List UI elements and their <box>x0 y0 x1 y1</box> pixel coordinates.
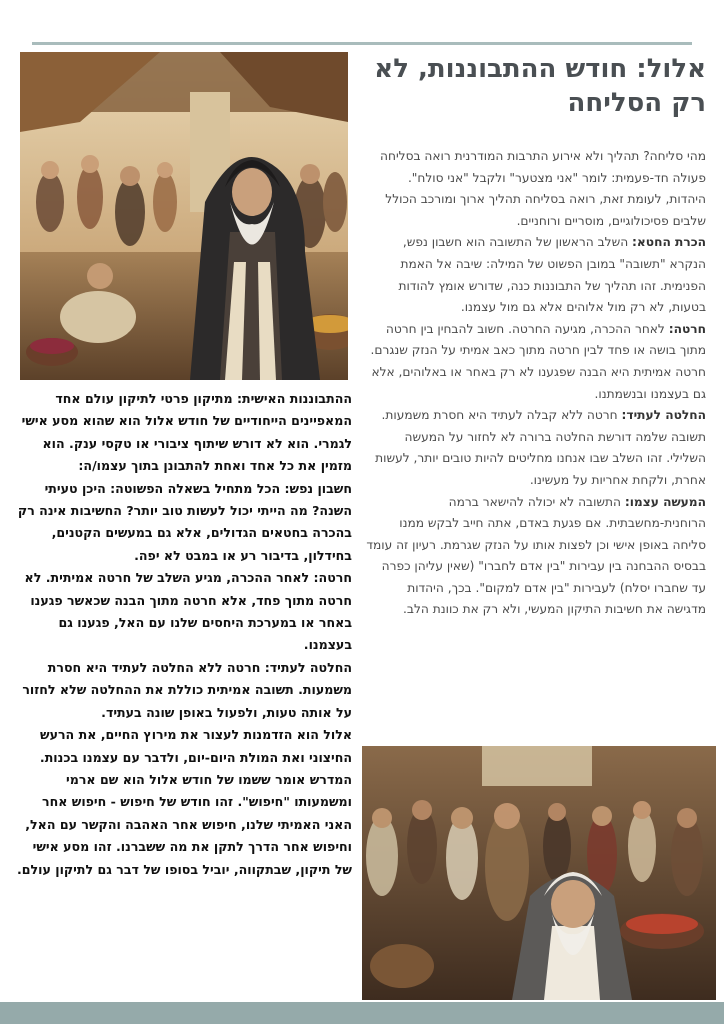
section-action <box>366 492 706 622</box>
section-heading: חרטה: <box>668 321 706 336</box>
market-old-man-image <box>20 52 348 380</box>
right-column <box>366 146 706 621</box>
left-column <box>12 388 352 881</box>
section-text: לאחר ההכרה, מגיעה החרטה. חשוב להבחין בין חרטה מתוך בושה או פחד לבין חרטה מתוך כאב אמיתי על הנזק שנגרם. חרטה אמיתית היא הבנה שפגענו לא רק באחר או באלוהים, אלא גם בעצמנו ובנשמתנו. <box>370 321 706 401</box>
page-title: אלול: חודש ההתבוננות, לא רק הסליחה <box>374 54 706 118</box>
market-crowd-image <box>362 746 716 1000</box>
left-paragraph: החלטה לעתיד: חרטה ללא החלטה לעתיד היא חסרת משמעות. תשובה אמיתית כוללת את ההחלטה שלא לחזור על אותה טעות, ולפעול באופן שונה בעתיד. <box>22 659 352 720</box>
left-paragraph: אלול הוא הזדמנות לעצור את מירוץ החיים, את הרעש החיצוני ואת המולת היום-יום, ולדבר עם עצמנו בכנות. המדרש אומר ששמו של חודש אלול הוא שם ארמי ומשמעותו "חיפוש". זהו חודש של חיפוש - חיפוש אחר האני האמיתי שלנו, חיפוש אחר האהבה והקשר עם האל, וחיפוש אחר הדרך לתקן את מה ששברנו. זהו מסע אישי של תיקון, שבתקווה, יוביל בסופו של דבר גם לתיקון עולם. <box>16 727 352 877</box>
left-paragraph: חשבון נפש: הכל מתחיל בשאלה הפשוטה: היכן טעיתי השנה? מה הייתי יכול לעשות טוב יותר? החשיבות אינה רק בהכרה בחטאים הגדולים, אלא גם במעשים הקטנים, בחידלון, בדיבור רע או במבט לא יפה. <box>17 480 352 563</box>
intro-paragraph: מהי סליחה? תהליך ולא אירוע התרבות המודרנית רואה בסליחה פעולה חד-פעמית: לומר "אני מצטער" ולקבל "אני סולח". היהדות, לעומת זאת, רואה בסליחה תהליך ארוך ומורכב הכולל שלבים פסיכולוגיים, מוסריים ורוחניים. <box>380 149 706 228</box>
section-text: השלב הראשון של התשובה הוא חשבון נפש, הנקרא "תשובה" במובן הפשוט של המילה: שיבה אל האמת הפנימית. זהו תהליך של התבוננות כנה, שדורש אומץ להודות בטעות, לא רק מול אלוהים אלא גם מול עצמנו. <box>398 235 706 315</box>
section-heading: המעשה עצמו: <box>624 494 706 509</box>
section-text: התשובה לא יכולה להישאר ברמה הרוחנית-מחשבתית. אם פגעת באדם, אתה חייב לבקש ממנו סליחה באופן אישי וכן לפצות אותו על הנזק שגרמת. רעיון זה עומד בבסיס ההבחנה בין עבירות "בין אדם לחברו" (שאין עליהן כפרה עד שחברו יסלח) לעבירות "בין אדם למקום". בכך, היהדות מדגישה את חשיבות התיקון המעשי, ולא רק את כוונת הלב. <box>366 494 706 617</box>
section-remorse <box>366 319 706 405</box>
left-paragraph: ההתבוננות האישית: מתיקון פרטי לתיקון עולם אחד המאפיינים הייחודיים של חודש אלול הוא שהוא מסע אישי לגמרי. הוא לא דורש שיתוף ציבורי או טקסי ענק. הוא מזמין את כל אחד ואחת להתבונן בתוך עצמו/ה: <box>21 391 352 474</box>
footer-band <box>0 1002 724 1024</box>
section-recognition <box>366 232 706 318</box>
section-heading: החלטה לעתיד: <box>621 408 706 423</box>
section-resolution <box>366 405 706 491</box>
top-divider <box>32 42 692 45</box>
left-paragraph: חרטה: לאחר ההכרה, מגיע השלב של חרטה אמיתית. לא חרטה מתוך פחד, אלא חרטה מתוך הבנה שכאשר פגענו באחר או במערכת היחסים שלנו עם האל, פגענו גם בעצמנו. <box>24 570 352 653</box>
section-text: חרטה ללא קבלה לעתיד היא חסרת משמעות. תשובה שלמה דורשת החלטה ברורה לא לחזור על המעשה השלילי. זהו השלב שבו אנחנו מחליטים להיות טובים יותר, לעשות אחרת, ולקחת אחריות על מעשינו. <box>375 408 706 487</box>
section-heading: הכרת החטא: <box>632 235 706 250</box>
